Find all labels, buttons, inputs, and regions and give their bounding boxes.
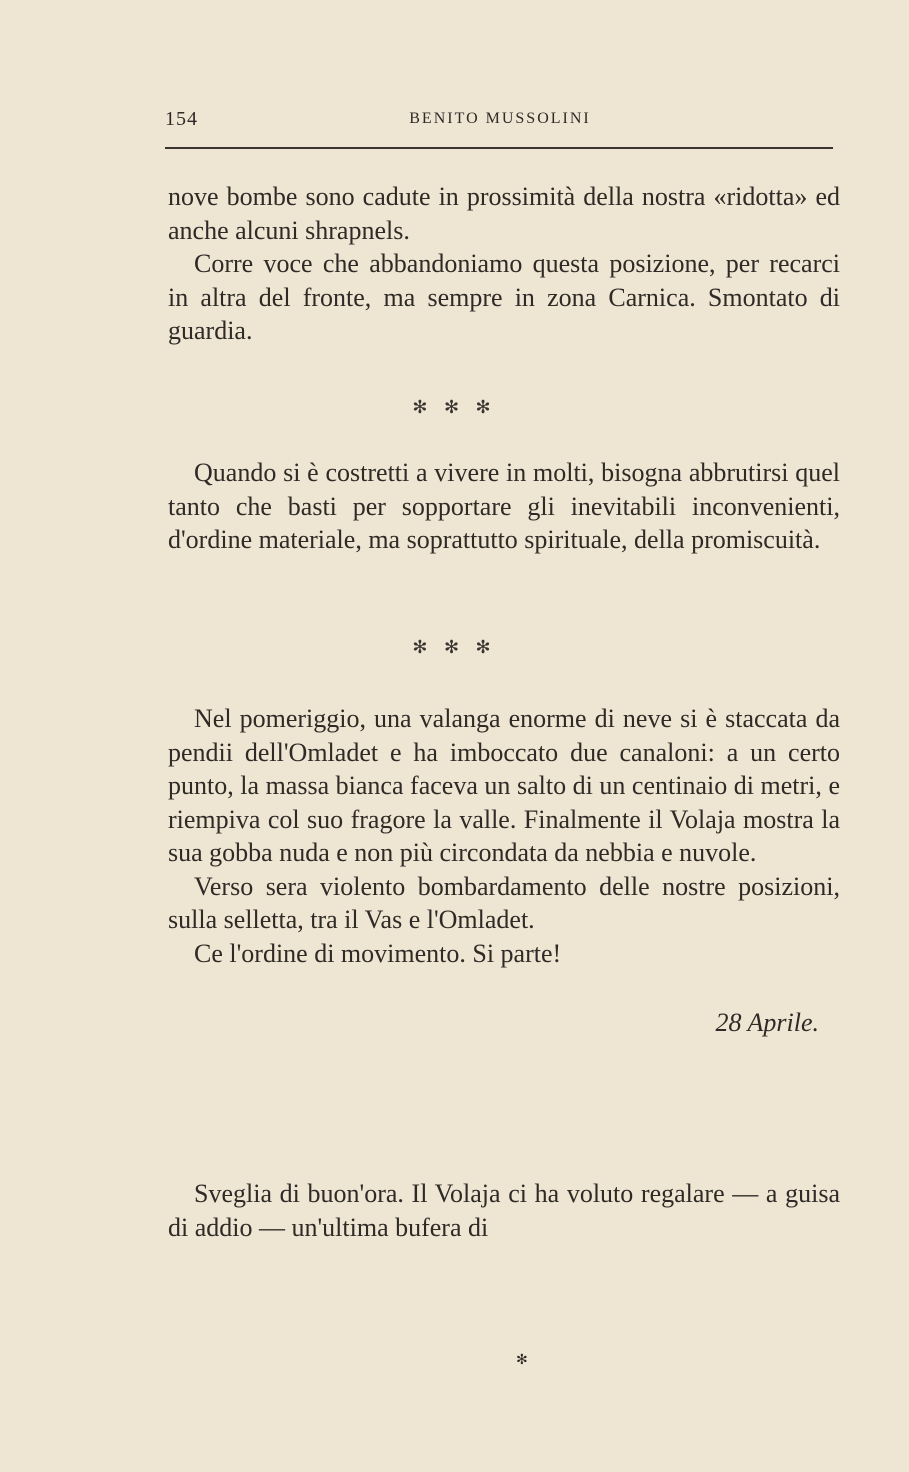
paragraph: Sveglia di buon'ora. Il Volaja ci ha voluto regalare — a guisa di addio — un'ultima bufera di <box>168 1179 840 1242</box>
text-block-4 <box>168 1177 840 1244</box>
running-head: BENITO MUSSOLINI <box>409 110 591 127</box>
text-block-3 <box>168 702 840 970</box>
section-separator: ✻ ✻ ✻ <box>412 637 497 657</box>
page-header <box>165 108 833 136</box>
header-rule <box>165 147 833 149</box>
paragraph: Nel pomeriggio, una valanga enorme di neve si è staccata da pendii dell'Omladet e ha imboccato due canaloni: a un certo punto, la massa bianca faceva un salto di un centinaio di metri, e riempiva col suo fragore la valle. Finalmente il Volaja mostra la sua gobba nuda e non più circondata da nebbia e nuvole. <box>168 704 840 867</box>
text-block-1 <box>168 180 840 348</box>
section-separator: ✻ ✻ ✻ <box>412 397 497 417</box>
paragraph: Verso sera violento bombardamento delle nostre posizioni, sulla selletta, tra il Vas e l'Omladet. <box>168 871 840 934</box>
text-block-2 <box>168 456 840 557</box>
paragraph: Ce l'ordine di movimento. Si parte! <box>194 938 562 968</box>
paragraph: Corre voce che abbandoniamo questa posizione, per recarci in altra del fronte, ma sempre in zona Carnica. Smontato di guardia. <box>168 249 840 345</box>
page-number: 154 <box>165 108 198 130</box>
diary-date: 28 Aprile. <box>715 1008 819 1037</box>
paragraph: Quando si è costretti a vivere in molti, bisogna abbrutirsi quel tanto che basti per sopportare gli inevitabili inconvenienti, d'ordine materiale, ma soprattutto spirituale, della promiscuità. <box>168 458 840 554</box>
footer-mark: ✻ <box>516 1353 528 1368</box>
paragraph: nove bombe sono cadute in prossimità della nostra «ridotta» ed anche alcuni shrapnels. <box>168 182 840 245</box>
